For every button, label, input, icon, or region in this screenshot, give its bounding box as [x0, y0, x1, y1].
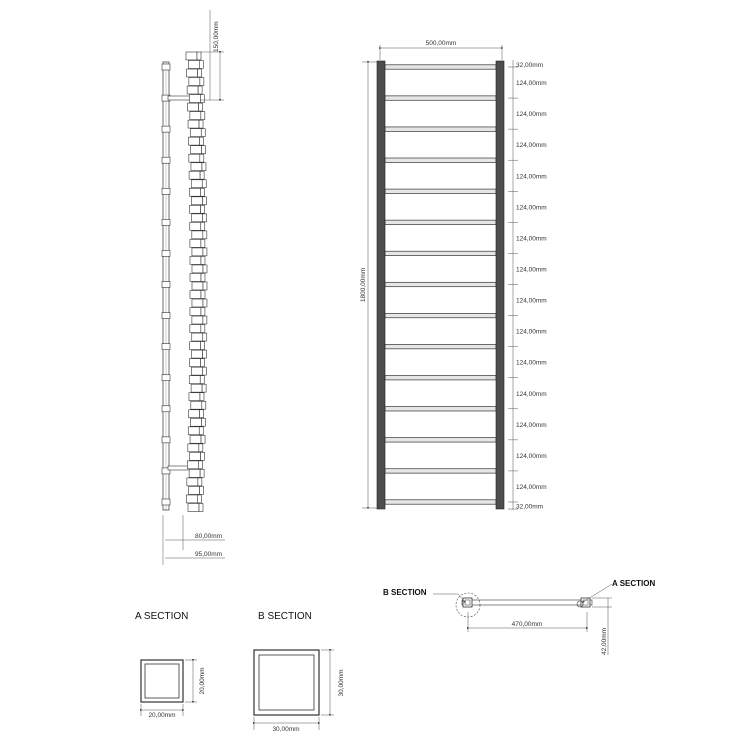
side-block	[191, 146, 202, 154]
side-block	[192, 265, 203, 273]
spacing-label: 124,00mm	[516, 359, 547, 367]
section-a	[135, 611, 206, 719]
side-block-edge	[202, 401, 206, 409]
side-block-edge	[199, 444, 203, 452]
rung	[385, 158, 496, 162]
side-block	[189, 188, 200, 196]
side-rung-end	[162, 437, 170, 443]
side-block	[190, 239, 201, 247]
side-block-edge	[200, 359, 204, 367]
side-block-edge	[201, 435, 205, 443]
side-block-edge	[200, 486, 204, 494]
side-block-edge	[197, 52, 201, 60]
rung	[385, 189, 496, 193]
side-block-edge	[198, 478, 202, 486]
rung	[385, 438, 496, 442]
section-a-dim-width: 20,00mm	[148, 712, 176, 719]
spacing-label: 124,00mm	[516, 142, 547, 150]
left-upright	[377, 61, 385, 509]
side-block	[191, 180, 202, 188]
side-block-edge	[201, 418, 205, 426]
spacing-label: 124,00mm	[516, 204, 547, 212]
side-block-edge	[202, 384, 206, 392]
side-block-stack	[186, 52, 207, 511]
side-block	[192, 350, 203, 358]
side-block	[189, 95, 200, 103]
side-block-edge	[199, 120, 203, 128]
side-block-edge	[201, 308, 205, 316]
side-block-edge	[203, 350, 207, 358]
spacing-label: 124,00mm	[516, 483, 547, 491]
side-block-edge	[199, 503, 203, 511]
rung	[385, 220, 496, 224]
side-block	[188, 103, 199, 111]
side-block-edge	[202, 146, 206, 154]
b-section-callout: B SECTION	[383, 588, 427, 597]
side-block	[191, 401, 202, 409]
front-dim-width: 500,00mm	[425, 40, 457, 47]
side-block	[191, 384, 202, 392]
side-block-edge	[200, 410, 204, 418]
top-view	[383, 579, 655, 655]
side-block	[191, 163, 202, 171]
plan-rung	[462, 600, 592, 605]
side-block	[190, 129, 201, 137]
side-block	[188, 61, 199, 69]
rung	[385, 96, 496, 100]
side-block-edge	[203, 316, 207, 324]
side-rung-end	[162, 406, 170, 412]
section-a-title: A SECTION	[135, 611, 189, 622]
side-block-edge	[198, 461, 202, 469]
spacing-label: 124,00mm	[516, 173, 547, 181]
side-block-edge	[199, 137, 203, 145]
rung	[385, 251, 496, 255]
side-block	[190, 435, 201, 443]
side-block-edge	[201, 239, 205, 247]
spacing-label: 32,00mm	[516, 503, 544, 511]
side-block-edge	[201, 256, 205, 264]
section-b-dim-width: 30,00mm	[272, 726, 300, 733]
side-rung-end	[162, 344, 170, 350]
side-block-edge	[202, 197, 206, 205]
section-b-title: B SECTION	[258, 611, 312, 622]
rung	[385, 469, 496, 473]
side-block	[191, 367, 202, 375]
side-block-edge	[201, 205, 205, 213]
side-block	[190, 273, 201, 281]
side-block-edge	[201, 129, 205, 137]
side-block-edge	[203, 248, 207, 256]
side-block	[190, 418, 201, 426]
spacing-label: 32,00mm	[516, 62, 544, 69]
side-block-edge	[201, 222, 205, 230]
rung	[385, 344, 496, 348]
side-block-edge	[198, 86, 202, 94]
side-block	[192, 282, 203, 290]
side-block-edge	[201, 342, 205, 350]
spacing-labels	[508, 62, 547, 511]
side-block	[189, 171, 200, 179]
rung	[385, 500, 496, 504]
side-block	[192, 231, 203, 239]
side-block-edge	[203, 333, 207, 341]
rung	[385, 376, 496, 380]
section-b	[254, 611, 345, 733]
a-section-leader	[583, 584, 612, 602]
front-view	[360, 40, 547, 511]
side-block	[192, 316, 203, 324]
side-block-edge	[200, 188, 204, 196]
plan-upright-left	[463, 598, 472, 607]
side-block	[190, 325, 201, 333]
side-block	[192, 248, 203, 256]
side-block-edge	[203, 299, 207, 307]
side-block-edge	[202, 163, 206, 171]
side-block	[187, 461, 198, 469]
spacing-label: 124,00mm	[516, 235, 547, 243]
spacing-label: 124,00mm	[516, 421, 547, 429]
side-block-edge	[201, 325, 205, 333]
side-block	[191, 197, 202, 205]
side-block-edge	[199, 61, 203, 69]
side-dim-top: 150,00mm	[213, 21, 220, 52]
spacing-label: 124,00mm	[516, 297, 547, 305]
side-block-edge	[203, 214, 207, 222]
side-block-edge	[199, 103, 203, 111]
side-rung-end	[162, 157, 170, 163]
side-block-edge	[203, 265, 207, 273]
side-block	[186, 495, 197, 503]
side-block	[190, 291, 201, 299]
side-dim-depth-inner: 80,00mm	[195, 533, 223, 540]
side-view	[162, 10, 225, 565]
front-dim-height: 1800,00mm	[360, 267, 367, 303]
right-upright	[496, 61, 504, 509]
spacing-label: 124,00mm	[516, 328, 547, 336]
side-block	[190, 205, 201, 213]
side-rung-end	[162, 313, 170, 319]
side-block-edge	[201, 452, 205, 460]
side-rung-end	[162, 282, 170, 288]
plan-dim-span: 470,00mm	[511, 621, 543, 628]
side-block-edge	[201, 112, 205, 120]
side-block	[189, 410, 200, 418]
side-block-edge	[200, 171, 204, 179]
side-block-edge	[201, 273, 205, 281]
a-section-callout: A SECTION	[612, 579, 656, 588]
side-block	[189, 359, 200, 367]
side-dim-depth-outer: 95,00mm	[195, 551, 223, 558]
side-rung-end	[162, 219, 170, 225]
spacing-label: 124,00mm	[516, 266, 547, 274]
side-block	[188, 503, 199, 511]
side-block-edge	[202, 180, 206, 188]
section-a-inner-profile	[145, 664, 179, 698]
section-b-dim-height: 30,00mm	[338, 669, 345, 697]
side-block	[189, 376, 200, 384]
rung	[385, 65, 496, 69]
side-block-edge	[198, 69, 202, 77]
spacing-label: 124,00mm	[516, 80, 547, 88]
side-block	[188, 444, 199, 452]
side-rung-end	[162, 250, 170, 256]
side-block	[187, 69, 198, 77]
side-block-edge	[197, 495, 201, 503]
side-block	[188, 427, 199, 435]
side-block	[189, 469, 200, 477]
side-rung-end	[162, 188, 170, 194]
rung	[385, 313, 496, 317]
side-block	[192, 299, 203, 307]
side-block	[189, 154, 200, 162]
side-block	[189, 486, 200, 494]
side-block	[186, 52, 197, 60]
side-block-edge	[203, 282, 207, 290]
rung	[385, 282, 496, 286]
side-block-edge	[200, 376, 204, 384]
rungs	[385, 65, 496, 504]
side-block	[190, 342, 201, 350]
side-block-edge	[200, 78, 204, 86]
side-block	[190, 222, 201, 230]
side-block	[189, 393, 200, 401]
side-block	[188, 137, 199, 145]
plan-dim-depth: 42,00mm	[601, 627, 608, 655]
side-block	[187, 478, 198, 486]
side-block	[190, 112, 201, 120]
side-rung-end	[162, 499, 170, 505]
spacing-label: 124,00mm	[516, 452, 547, 460]
side-rung-end	[162, 375, 170, 381]
side-block	[192, 333, 203, 341]
side-block	[192, 214, 203, 222]
side-rung-end	[162, 64, 170, 70]
side-block-edge	[200, 469, 204, 477]
side-rung-end	[162, 126, 170, 132]
side-block-edge	[199, 427, 203, 435]
rung	[385, 407, 496, 411]
side-block-edge	[200, 393, 204, 401]
side-block	[189, 78, 200, 86]
side-block-edge	[203, 231, 207, 239]
side-block	[190, 308, 201, 316]
rung	[385, 127, 496, 131]
section-b-inner-profile	[259, 655, 314, 710]
side-block-edge	[200, 95, 204, 103]
section-a-dim-height: 20,00mm	[199, 667, 206, 695]
spacing-label: 124,00mm	[516, 111, 547, 119]
side-block-edge	[202, 367, 206, 375]
side-block	[188, 120, 199, 128]
side-block	[187, 86, 198, 94]
side-block	[190, 452, 201, 460]
side-block-edge	[200, 154, 204, 162]
spacing-label: 124,00mm	[516, 390, 547, 398]
side-block-edge	[201, 291, 205, 299]
side-block	[190, 256, 201, 264]
